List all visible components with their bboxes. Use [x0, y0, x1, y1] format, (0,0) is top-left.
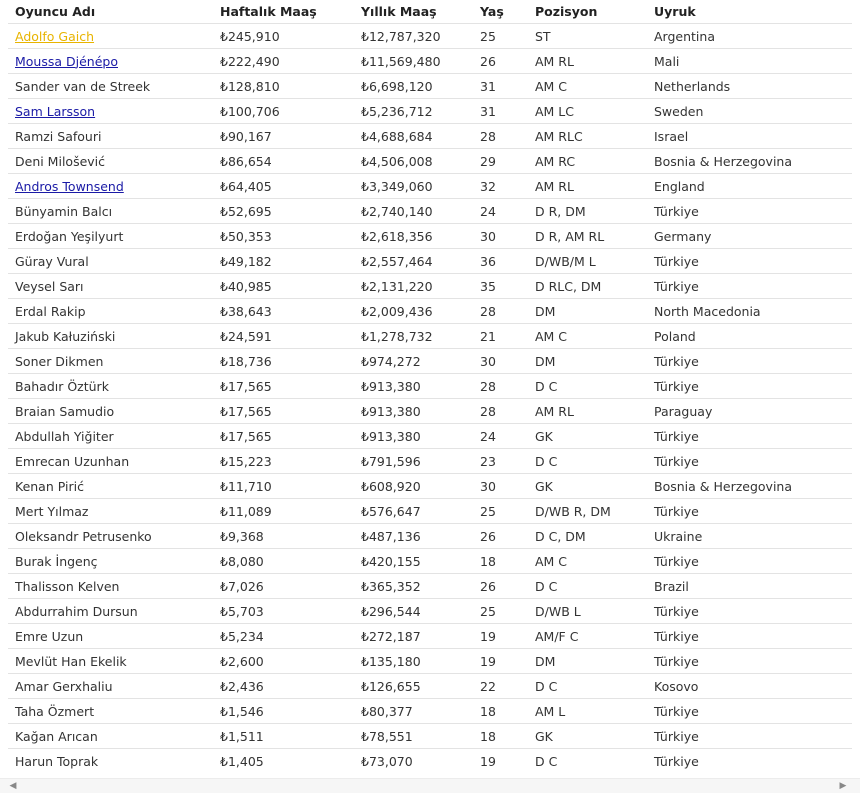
cell-nationality: Poland	[647, 324, 852, 349]
cell-weekly-wage: ₺49,182	[213, 249, 354, 274]
cell-player-name	[8, 174, 213, 199]
cell-player-name: Kenan Pirić	[8, 474, 213, 499]
cell-age: 29	[473, 149, 528, 174]
cell-position: AM C	[528, 74, 647, 99]
cell-age: 28	[473, 299, 528, 324]
table-row	[8, 124, 852, 149]
cell-player-name: Erdoğan Yeşilyurt	[8, 224, 213, 249]
cell-age: 31	[473, 99, 528, 124]
cell-weekly-wage: ₺18,736	[213, 349, 354, 374]
cell-age: 22	[473, 674, 528, 699]
cell-player-name	[8, 49, 213, 74]
table-row	[8, 449, 852, 474]
cell-nationality: North Macedonia	[647, 299, 852, 324]
cell-player-name: Amar Gerxhaliu	[8, 674, 213, 699]
cell-nationality: Kosovo	[647, 674, 852, 699]
table-row	[8, 549, 852, 574]
table-row	[8, 624, 852, 649]
cell-nationality: Türkiye	[647, 699, 852, 724]
cell-yearly-wage: ₺135,180	[354, 649, 473, 674]
cell-position: GK	[528, 474, 647, 499]
cell-player-name: Jakub Kałuziński	[8, 324, 213, 349]
cell-position: D C	[528, 374, 647, 399]
cell-age: 26	[473, 524, 528, 549]
player-link[interactable]: Andros Townsend	[15, 178, 124, 194]
cell-nationality: Türkiye	[647, 724, 852, 749]
cell-yearly-wage: ₺791,596	[354, 449, 473, 474]
cell-nationality: Paraguay	[647, 399, 852, 424]
table-row	[8, 349, 852, 374]
cell-age: 19	[473, 749, 528, 774]
cell-player-name: Braian Samudio	[8, 399, 213, 424]
cell-position: DM	[528, 299, 647, 324]
cell-age: 24	[473, 424, 528, 449]
cell-age: 23	[473, 449, 528, 474]
cell-position: DM	[528, 649, 647, 674]
cell-yearly-wage: ₺2,131,220	[354, 274, 473, 299]
player-link[interactable]: Sam Larsson	[15, 103, 96, 119]
header-weekly-wage[interactable]: Haftalık Maaş	[213, 0, 354, 24]
cell-weekly-wage: ₺5,234	[213, 624, 354, 649]
cell-player-name: Thalisson Kelven	[8, 574, 213, 599]
cell-yearly-wage: ₺5,236,712	[354, 99, 473, 124]
cell-player-name: Veysel Sarı	[8, 274, 213, 299]
table-row	[8, 149, 852, 174]
cell-age: 28	[473, 374, 528, 399]
cell-nationality: Türkiye	[647, 449, 852, 474]
cell-player-name: Mevlüt Han Ekelik	[8, 649, 213, 674]
cell-yearly-wage: ₺12,787,320	[354, 24, 473, 49]
cell-position: D/WB R, DM	[528, 499, 647, 524]
table-header-row	[8, 0, 852, 24]
table-row	[8, 474, 852, 499]
cell-yearly-wage: ₺4,688,684	[354, 124, 473, 149]
cell-age: 18	[473, 724, 528, 749]
horizontal-scrollbar[interactable]	[0, 778, 860, 793]
cell-age: 26	[473, 49, 528, 74]
cell-yearly-wage: ₺73,070	[354, 749, 473, 774]
cell-player-name: Bahadır Öztürk	[8, 374, 213, 399]
table-row	[8, 524, 852, 549]
cell-weekly-wage: ₺1,405	[213, 749, 354, 774]
cell-player-name: Abdullah Yiğiter	[8, 424, 213, 449]
cell-nationality: Türkiye	[647, 549, 852, 574]
cell-age: 31	[473, 74, 528, 99]
cell-position: AM RL	[528, 49, 647, 74]
cell-nationality: Türkiye	[647, 749, 852, 774]
scroll-left-arrow-icon[interactable]: ◀	[9, 781, 17, 791]
cell-weekly-wage: ₺1,546	[213, 699, 354, 724]
cell-yearly-wage: ₺974,272	[354, 349, 473, 374]
cell-weekly-wage: ₺17,565	[213, 424, 354, 449]
table-row	[8, 274, 852, 299]
cell-player-name: Deni Milošević	[8, 149, 213, 174]
cell-weekly-wage: ₺64,405	[213, 174, 354, 199]
cell-yearly-wage: ₺6,698,120	[354, 74, 473, 99]
header-yearly-wage[interactable]: Yıllık Maaş	[354, 0, 473, 24]
cell-player-name: Güray Vural	[8, 249, 213, 274]
cell-age: 18	[473, 699, 528, 724]
cell-weekly-wage: ₺52,695	[213, 199, 354, 224]
cell-player-name: Ramzi Safouri	[8, 124, 213, 149]
cell-weekly-wage: ₺7,026	[213, 574, 354, 599]
cell-nationality: Türkiye	[647, 649, 852, 674]
cell-nationality: England	[647, 174, 852, 199]
cell-yearly-wage: ₺78,551	[354, 724, 473, 749]
header-player-name[interactable]: Oyuncu Adı	[8, 0, 213, 24]
cell-weekly-wage: ₺128,810	[213, 74, 354, 99]
cell-position: D C	[528, 674, 647, 699]
cell-weekly-wage: ₺17,565	[213, 374, 354, 399]
table-row	[8, 199, 852, 224]
cell-position: AM C	[528, 549, 647, 574]
cell-weekly-wage: ₺222,490	[213, 49, 354, 74]
header-age[interactable]: Yaş	[473, 0, 528, 24]
cell-position: D R, DM	[528, 199, 647, 224]
cell-weekly-wage: ₺2,436	[213, 674, 354, 699]
cell-weekly-wage: ₺50,353	[213, 224, 354, 249]
table-row	[8, 374, 852, 399]
cell-position: ST	[528, 24, 647, 49]
cell-player-name: Soner Dikmen	[8, 349, 213, 374]
cell-age: 30	[473, 349, 528, 374]
cell-yearly-wage: ₺913,380	[354, 374, 473, 399]
cell-weekly-wage: ₺100,706	[213, 99, 354, 124]
cell-weekly-wage: ₺17,565	[213, 399, 354, 424]
cell-nationality: Argentina	[647, 24, 852, 49]
cell-yearly-wage: ₺3,349,060	[354, 174, 473, 199]
cell-player-name: Bünyamin Balcı	[8, 199, 213, 224]
cell-position: AM L	[528, 699, 647, 724]
cell-player-name	[8, 24, 213, 49]
cell-nationality: Türkiye	[647, 499, 852, 524]
table-body	[8, 24, 852, 774]
cell-weekly-wage: ₺9,368	[213, 524, 354, 549]
cell-nationality: Türkiye	[647, 199, 852, 224]
table-row	[8, 224, 852, 249]
table-row	[8, 699, 852, 724]
cell-yearly-wage: ₺365,352	[354, 574, 473, 599]
cell-nationality: Türkiye	[647, 249, 852, 274]
cell-yearly-wage: ₺80,377	[354, 699, 473, 724]
cell-age: 19	[473, 624, 528, 649]
cell-nationality: Israel	[647, 124, 852, 149]
cell-position: D C	[528, 449, 647, 474]
cell-nationality: Ukraine	[647, 524, 852, 549]
header-nationality[interactable]: Uyruk	[647, 0, 852, 24]
cell-age: 35	[473, 274, 528, 299]
cell-position: AM C	[528, 324, 647, 349]
cell-nationality: Türkiye	[647, 599, 852, 624]
cell-age: 30	[473, 224, 528, 249]
table-row	[8, 724, 852, 749]
cell-yearly-wage: ₺272,187	[354, 624, 473, 649]
cell-position: D R, AM RL	[528, 224, 647, 249]
cell-player-name: Oleksandr Petrusenko	[8, 524, 213, 549]
cell-position: D RLC, DM	[528, 274, 647, 299]
cell-nationality: Bosnia & Herzegovina	[647, 149, 852, 174]
cell-age: 24	[473, 199, 528, 224]
cell-age: 18	[473, 549, 528, 574]
cell-player-name: Mert Yılmaz	[8, 499, 213, 524]
cell-weekly-wage: ₺40,985	[213, 274, 354, 299]
cell-position: AM RL	[528, 399, 647, 424]
cell-weekly-wage: ₺2,600	[213, 649, 354, 674]
table-row	[8, 299, 852, 324]
table-row	[8, 649, 852, 674]
cell-position: AM/F C	[528, 624, 647, 649]
cell-yearly-wage: ₺296,544	[354, 599, 473, 624]
cell-age: 32	[473, 174, 528, 199]
cell-position: DM	[528, 349, 647, 374]
cell-nationality: Türkiye	[647, 349, 852, 374]
cell-yearly-wage: ₺2,618,356	[354, 224, 473, 249]
cell-age: 28	[473, 399, 528, 424]
cell-weekly-wage: ₺24,591	[213, 324, 354, 349]
cell-nationality: Türkiye	[647, 424, 852, 449]
table-row	[8, 399, 852, 424]
table-row	[8, 424, 852, 449]
cell-yearly-wage: ₺576,647	[354, 499, 473, 524]
cell-yearly-wage: ₺1,278,732	[354, 324, 473, 349]
table-row	[8, 749, 852, 774]
cell-age: 25	[473, 24, 528, 49]
salary-table	[8, 0, 852, 773]
cell-yearly-wage: ₺913,380	[354, 424, 473, 449]
table-row	[8, 499, 852, 524]
cell-position: GK	[528, 424, 647, 449]
cell-player-name: Erdal Rakip	[8, 299, 213, 324]
player-link[interactable]: Adolfo Gaich	[15, 28, 95, 44]
cell-yearly-wage: ₺420,155	[354, 549, 473, 574]
cell-yearly-wage: ₺487,136	[354, 524, 473, 549]
cell-player-name: Burak İngenç	[8, 549, 213, 574]
cell-nationality: Türkiye	[647, 624, 852, 649]
table-row	[8, 249, 852, 274]
cell-yearly-wage: ₺2,009,436	[354, 299, 473, 324]
cell-age: 25	[473, 499, 528, 524]
cell-weekly-wage: ₺245,910	[213, 24, 354, 49]
cell-position: D/WB/M L	[528, 249, 647, 274]
cell-nationality: Netherlands	[647, 74, 852, 99]
table-row	[8, 99, 852, 124]
table-row	[8, 324, 852, 349]
cell-age: 21	[473, 324, 528, 349]
cell-weekly-wage: ₺11,710	[213, 474, 354, 499]
cell-position: AM RC	[528, 149, 647, 174]
cell-position: D C	[528, 749, 647, 774]
cell-nationality: Bosnia & Herzegovina	[647, 474, 852, 499]
cell-player-name: Taha Özmert	[8, 699, 213, 724]
cell-yearly-wage: ₺913,380	[354, 399, 473, 424]
cell-yearly-wage: ₺126,655	[354, 674, 473, 699]
cell-weekly-wage: ₺86,654	[213, 149, 354, 174]
cell-yearly-wage: ₺11,569,480	[354, 49, 473, 74]
cell-yearly-wage: ₺608,920	[354, 474, 473, 499]
cell-position: GK	[528, 724, 647, 749]
cell-nationality: Türkiye	[647, 374, 852, 399]
cell-weekly-wage: ₺15,223	[213, 449, 354, 474]
cell-player-name: Emre Uzun	[8, 624, 213, 649]
table-row	[8, 74, 852, 99]
cell-nationality: Türkiye	[647, 274, 852, 299]
cell-age: 30	[473, 474, 528, 499]
table-row	[8, 674, 852, 699]
table-row	[8, 49, 852, 74]
cell-player-name: Kağan Arıcan	[8, 724, 213, 749]
cell-age: 36	[473, 249, 528, 274]
cell-position: AM RLC	[528, 124, 647, 149]
cell-nationality: Mali	[647, 49, 852, 74]
cell-position: AM RL	[528, 174, 647, 199]
cell-player-name: Abdurrahim Dursun	[8, 599, 213, 624]
cell-weekly-wage: ₺90,167	[213, 124, 354, 149]
cell-age: 28	[473, 124, 528, 149]
cell-nationality: Germany	[647, 224, 852, 249]
cell-weekly-wage: ₺1,511	[213, 724, 354, 749]
table-row	[8, 599, 852, 624]
cell-position: D/WB L	[528, 599, 647, 624]
cell-yearly-wage: ₺2,740,140	[354, 199, 473, 224]
cell-player-name: Emrecan Uzunhan	[8, 449, 213, 474]
cell-position: AM LC	[528, 99, 647, 124]
cell-weekly-wage: ₺8,080	[213, 549, 354, 574]
cell-age: 19	[473, 649, 528, 674]
cell-position: D C	[528, 574, 647, 599]
cell-player-name: Sander van de Streek	[8, 74, 213, 99]
cell-player-name: Harun Toprak	[8, 749, 213, 774]
scroll-right-arrow-icon[interactable]: ▶	[839, 781, 847, 791]
table-row	[8, 174, 852, 199]
cell-nationality: Brazil	[647, 574, 852, 599]
cell-weekly-wage: ₺5,703	[213, 599, 354, 624]
cell-age: 26	[473, 574, 528, 599]
header-position[interactable]: Pozisyon	[528, 0, 647, 24]
cell-age: 25	[473, 599, 528, 624]
cell-position: D C, DM	[528, 524, 647, 549]
cell-yearly-wage: ₺4,506,008	[354, 149, 473, 174]
cell-yearly-wage: ₺2,557,464	[354, 249, 473, 274]
table-row	[8, 24, 852, 49]
table-row	[8, 574, 852, 599]
cell-nationality: Sweden	[647, 99, 852, 124]
cell-player-name	[8, 99, 213, 124]
cell-weekly-wage: ₺11,089	[213, 499, 354, 524]
player-link[interactable]: Moussa Djénépo	[15, 53, 118, 69]
cell-weekly-wage: ₺38,643	[213, 299, 354, 324]
